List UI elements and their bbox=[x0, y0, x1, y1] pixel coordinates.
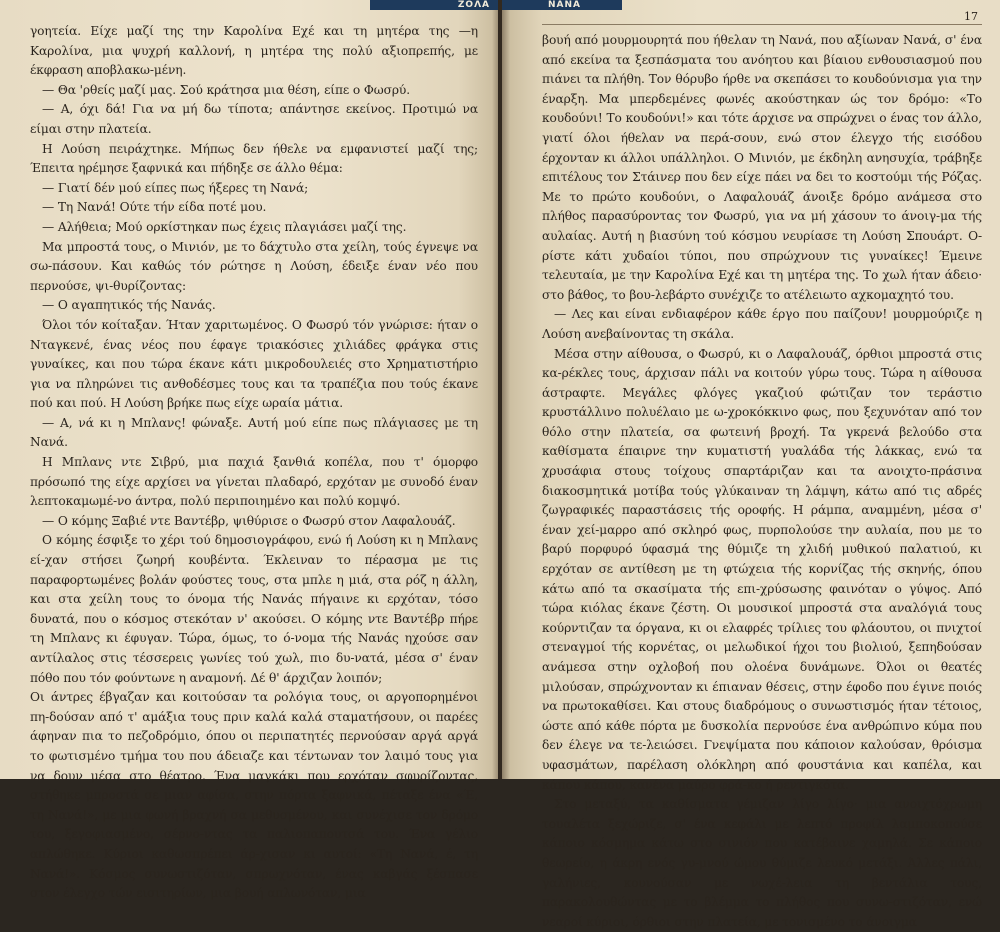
paragraph: — Γιατί δέν μού είπες πως ήξερες τη Νανά; bbox=[42, 180, 309, 195]
paragraph: — Α, όχι δά! Για να μή δω τίποτα; απάντησε εκείνος. Προτιμώ να είμαι στην πλατεία. bbox=[30, 102, 478, 136]
paragraph: γοητεία. Είχε μαζί της την Καρολίνα Εχέ και τη μητέρα της —η Καρολίνα, μια ψυχρή καλλονή, η μητέρα της πολύ αξιοπρεπής, με έκφραση αποβλακω-μένη. bbox=[30, 24, 478, 78]
page-number: 17 bbox=[964, 10, 978, 23]
right-page bbox=[502, 0, 1000, 929]
paragraph: — Αλήθεια; Μού ορκίστηκαν πως έχεις πλαγιάσει μαζί της. bbox=[42, 219, 407, 234]
paragraph: Στο μεταξύ, τα καθίσματα γέμιζαν λίγο λίγο· μια ανοιχτόχρωμη τουαλέτα ξεχώριζε, σ' ένα κεφάλι με λεπτό προφίλ λαμποκοπούσε κάποιο κόσμημα κάτω στο σινιόν που κατέβαινε χαμηλά. Σε κάποιο θεωρείο, η άκρη ενός γυ-μνού ώμου θύμιζε λευκό μετάξι. Άλλες πάλι, γαλήνιες, κουνούσαν με νωχέ-λεια τη βεντάλια τους, παρακολουθώντας με το βλέμμα το πλήθος που συνω-στιζόταν, ενώ νεαροί κύριοι, όρθιοι στην πλατεία, με τονισμένο το άνοιγμα bbox=[542, 797, 982, 929]
paragraph: Μέσα στην αίθουσα, ο Φωσρύ, κι ο Λαφαλουάζ, όρθιοι μπροστά στις κα-ρέκλες τους, άρχισαν πάλι να κοιτούν γύρω τους. Τώρα η αίθουσα άστραφτε. Μεγάλες φλόγες γκαζιού φώτιζαν τον τεράστιο κρυστάλλινο πολυέλαιο με ω-χροκόκκινο φως, που ξεχυνόταν από τον θόλο στην πλατεία, σα φωτεινή βροχή. Τα γκρενά βελούδο στα καθίσματα έπαιρνε την κυματιστή γυαλάδα τής λάκκας, ενώ τα χρυσάφια στους τοίχους σπαρτάριζαν και τα ανοιχτο-πράσινα διακοσμητικά μοτίβα τούς γλύκαιναν τη λάμψη, κάτω από τις αδρές ζωγραφικές παραστάσεις τής οροφής. Η ράμπα, αναμμένη, μέσα σ' έναν χεί-μαρρο από σκληρό φως, πυρπολούσε την αυλαία, που με το βαρύ πορφυρό ύφασμά της θύμιζε τη χλιδή μυθικού παλατιού, κι ερχόταν σε αντίθεση με τη φτώχεια τής κορνίζας τής σκηνής, όπου κάτω από τα σκασίματα τής επι-χρύσωσης φαινόταν ο γύψος. Από τώρα κιόλας έκανε ζέστη. Οι μουσικοί μπροστά στα αναλόγιά τους κούρντιζαν τα όργανα, κι οι ελαφρές τρίλιες του φλάουτου, οι πνιχτοί στεναγμοί τής κορνέτας, οι μελωδικοί ήχοι του βιολιού, ξεπηδούσαν ανάμεσα στην οχλοβοή που ολοένα δυνάμωνε. Όλοι οι θεατές μιλούσαν, σπρώχνονταν κι έπιαναν θέσεις, στην έφοδο που έγινε ποιός να πρωτοκαθίσει. Και στους διαδρόμους ο συνωστισμός ήταν τέτοιος, ώστε από κάθε πόρτα με δυσκολία περνούσε ένα ανθρώπινο κύμα που δεν έλεγε να τε-λειώσει. Γνεψίματα που κάποιον καλούσαν, θρόισμα υφασμάτων, παρέλαση ολόκληρη από φουστάνια και καπέλα, και κάπου κάπου, κανένα μαύρο φρά-κο ή ρεντιγκότα. bbox=[542, 346, 982, 792]
right-running-title: ΝΑΝΑ bbox=[502, 0, 622, 10]
paragraph: Μα μπροστά τους, ο Μινιόν, με το δάχτυλο στα χείλη, τούς έγνεψε να σω-πάσουν. Και καθώς τόν ρώτησε η Λούση, έδειξε έναν νέο που περνούσε, ψι-θυρίζοντας: bbox=[30, 239, 478, 293]
left-running-title: ΖΟΛΑ bbox=[370, 0, 498, 10]
paragraph: Η Μπλανς ντε Σιβρύ, μια παχιά ξανθιά κοπέλα, που τ' όμορφο πρόσωπό της είχε αρχίσει να γίνεται πλαδαρό, ερχόταν με συνοδό έναν λεπτοκαμωμέ-νο άντρα, πολύ περιποιημένο και πολύ κομψό. bbox=[30, 455, 478, 509]
paragraph: — Λες και είναι ενδιαφέρον κάθε έργο που παίζουν! μουρμούριζε η Λούση ανεβαίνοντας τη σκάλα. bbox=[542, 307, 982, 341]
left-page-text bbox=[30, 22, 478, 904]
paragraph: Οι άντρες έβγαζαν και κοιτούσαν τα ρολόγια τους, οι αργοπορημένοι πη-δούσαν από τ' αμάξια τους πριν καλά καλά σταματήσουν, οι παρέες άφηναν πια το πεζοδρόμιο, όπου οι περιπατητές περνούσαν αργά αργά το φωτισμένο τμήμα του που άδειαζε και τέντωναν τον λαιμό τους για να δουν μέσα στο θέατρο. Ένα μαγκάκι που ερχόταν σφυρίζοντας, στήθηκε μπροστά σε μιαν αφίσα, στην πόρτα ξαφνικά, πέταξε ένα «Έ, τη Νανά!», με μια φωνή βραχνή σα μεθυσμένου, και συνέχισε τον δρόμο του, ξεγοφιασμένο, σέρνο-ντας τα παλιοπαπουτσά του. Ένα γέλιο απλώθηκε. Κύριοι καθωσπρέπει άρ-χισαν κι αυτοί: «Τη Νανά, έ, τη Νανά!». Κόσμος συνωστιζόταν, σπρωχνόταν, ένας καβγάς ξέσπασε στον έλεγχο τών εισιτηρίων, μια βουή απλωνόταν, μια bbox=[30, 690, 478, 901]
paragraph: — Θα 'ρθείς μαζί μας. Σού κράτησα μια θέση, είπε ο Φωσρύ. bbox=[42, 82, 410, 97]
paragraph: Η Λούση πειράχτηκε. Μήπως δεν ήθελε να εμφανιστεί μαζί της; Έπειτα ηρέμησε ξαφνικά και πήδηξε σε άλλο θέμα: bbox=[30, 141, 478, 176]
paragraph: βουή από μουρμουρητά που ήθελαν τη Νανά, που αξίωναν Νανά, σ' ένα από εκείνα τα ξεσπάσματα του ανόητου και βίαιου ενθουσιασμού που πιάνει τα πλήθη. Τον θόρυβο ήρθε να σκεπάσει το κουδούνισμα για την έναρξη. Μα μπερδεμένες φωνές ακούστηκαν ώς τον δρόμο: «Το κουδούνι! Το κουδούνι!» και τότε άρχισε να σπρώχνει ο ένας τον άλλο, γιατί όλοι ήθελαν να περά-σουν, ενώ στον έλεγχο τής εισόδου έρχονταν κι άλλοι υπάλληλοι. Ο Μινιόν, με έκδηλη ανησυχία, τράβηξε επιτέλους τον Στάινερ που δεν είχε πάει να δει το κοστούμι τής Ρόζας. Με το πρώτο κουδούνι, ο Λαφαλουάζ άνοιξε δρόμο ανάμεσα στο πλήθος παρασύροντας τον Φωσρύ, για να μή χάσουν το άνοιγ-μα τής αυλαίας. Αυτή η βιασύνη τού κόσμου νευρίασε τη Λούση Σπουάρτ. Ο-ρίστε κάτι χυδαίοι τύποι, που σπρώχνουν τις γυναίκες! Έμεινε τελευταία, με την Καρολίνα Εχέ και τη μητέρα της. Το χωλ ήταν άδειο· στο βάθος, το βου-λεβάρτο συνέχιζε το ατέλειωτο αχκομαχητό του. bbox=[542, 33, 982, 302]
paragraph: — Ο κόμης Ξαβιέ ντε Βαντέβρ, ψιθύρισε ο Φωσρύ στον Λαφαλουάζ. bbox=[42, 513, 456, 528]
book-gutter bbox=[492, 0, 510, 779]
paragraph: — Α, νά κι η Μπλανς! φώναξε. Αυτή μού είπε πως πλάγιασες με τη Νανά. bbox=[30, 415, 478, 450]
right-page-text bbox=[542, 31, 982, 932]
left-page bbox=[0, 0, 498, 901]
paragraph: — Ο αγαπητικός τής Νανάς. bbox=[42, 298, 216, 313]
paragraph: Ο κόμης έσφιξε το χέρι τού δημοσιογράφου, ενώ ή Λούση κι η Μπλανς εί-χαν στήσει ζωηρή κουβέντα. Έκλειναν το πέρασμα με τις παραφορτωμένες βολάν φούστες τους, στα μπλε η μιά, στα ρόζ η άλλη, και στα χείλη τους το όνομα τής Νανάς πήγαινε κι ερχόταν, τόσο δυνατά, που ο κόσμος στεκόταν ν' ακούσει. Ο κόμης ντε Βαντέβρ πήρε τη Μπλανς κι έφυγαν. Τώρα, όμως, το ό-νομα τής Νανάς ηχούσε σαν αντίλαλος στις τέσσερεις γωνίες τού χωλ, πιο δυ-νατά, μέσα σ' έναν πόθο που τόν φούντωνε η αναμονή. Δέ θ' άρχιζαν λοιπόν; bbox=[30, 533, 478, 685]
paragraph: — Τη Νανά! Ούτε τήν είδα ποτέ μου. bbox=[42, 200, 267, 215]
paragraph: Όλοι τόν κοίταξαν. Ήταν χαριτωμένος. Ο Φωσρύ τόν γνώρισε: ήταν ο Νταγκενέ, ένας νέος που έφαγε τριακόσιες χιλιάδες φράγκα στις γυναίκες, και που τώρα έκανε κάτι μικροδουλειές στο Χρηματιστήριο για να πληρώνει τις ανθοδέσμες τους και τα τραπέζια που τούς έκανε πού και πού. Η Λούση βρήκε πως είχε ωραία μάτια. bbox=[30, 317, 478, 411]
